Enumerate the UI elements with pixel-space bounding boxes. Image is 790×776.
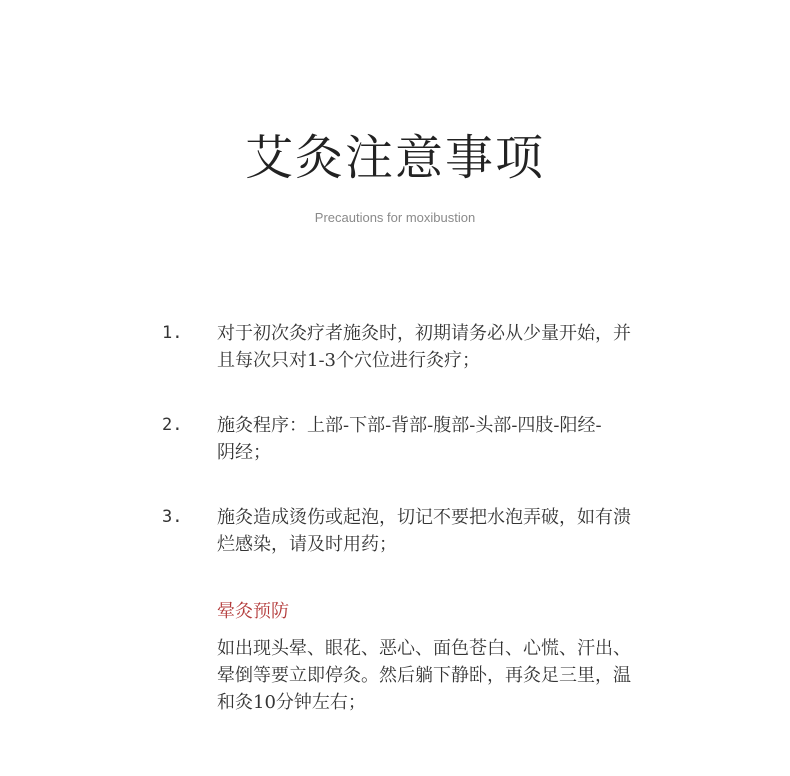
prevention-text: 如出现头晕、眼花、恶心、面色苍白、心慌、汗出、晕倒等要立即停灸。然后躺下静卧，再灸足三里，温和灸10分钟左右；	[217, 638, 631, 713]
page-title: 艾灸注意事项	[244, 130, 545, 186]
list-item	[162, 320, 642, 374]
precautions-list	[162, 320, 642, 596]
list-item	[162, 504, 642, 558]
list-item-text: 对于初次灸疗者施灸时，初期请务必从少量开始，并且每次只对1-3个穴位进行灸疗；	[217, 323, 631, 371]
list-item-number: 1.	[162, 323, 183, 343]
list-item-text: 施灸造成烫伤或起泡，切记不要把水泡弄破，如有溃烂感染，请及时用药；	[217, 507, 631, 555]
prevention-heading: 晕灸预防	[217, 601, 289, 622]
list-item-number: 3.	[162, 507, 183, 527]
list-item-text: 施灸程序：上部-下部-背部-腹部-头部-四肢-阳经-阴经；	[217, 415, 602, 463]
page-subtitle: Precautions for moxibustion	[314, 210, 476, 225]
list-item	[162, 412, 642, 466]
list-item-number: 2.	[162, 415, 183, 435]
prevention-section	[217, 598, 637, 716]
